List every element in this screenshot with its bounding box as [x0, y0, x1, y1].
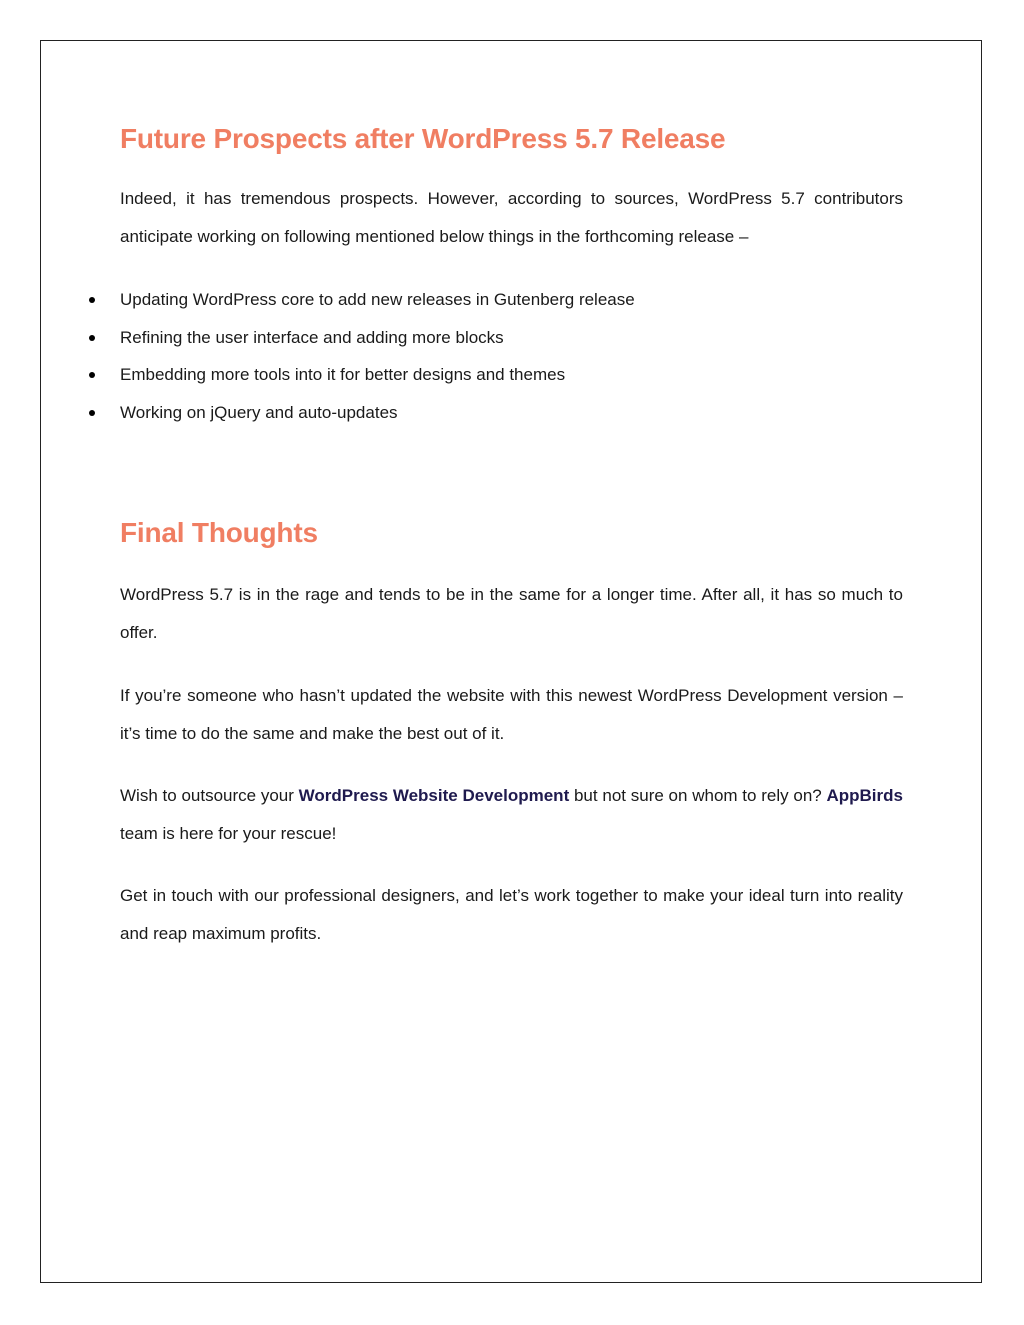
prospects-bullet-list [120, 281, 903, 432]
final-paragraph-1: WordPress 5.7 is in the rage and tends to be in the same for a longer time. After all, it has so much to offer. [120, 585, 903, 642]
list-item-text: Updating WordPress core to add new releases in Gutenberg release [120, 290, 635, 309]
final-paragraph-3 [120, 777, 903, 853]
section-heading-future-prospects: Future Prospects after WordPress 5.7 Release [120, 123, 726, 154]
list-item [120, 319, 903, 357]
section-heading-final-thoughts: Final Thoughts [120, 517, 318, 548]
list-item-text: Embedding more tools into it for better designs and themes [120, 365, 566, 385]
paragraph-text: Wish to outsource your [120, 786, 299, 805]
wordpress-website-development-link[interactable]: WordPress Website Development [298, 786, 570, 805]
bullet-icon [89, 297, 95, 303]
bullet-icon [89, 335, 95, 341]
list-item-text: Working on jQuery and auto-updates [120, 403, 398, 423]
list-item [120, 356, 903, 394]
paragraph-text: team is here for your rescue! [120, 824, 337, 843]
final-paragraph-4: Get in touch with our professional designers, and let’s work together to make your ideal turn into reality and reap maximum profits. [120, 886, 903, 943]
paragraph-text: but not sure on whom to rely on? [569, 786, 827, 805]
list-item [120, 281, 903, 319]
intro-paragraph: Indeed, it has tremendous prospects. However, according to sources, WordPress 5.7 contributors anticipate working on following mentioned below things in the forthcoming release – [120, 189, 903, 246]
list-item-text: Refining the user interface and adding more blocks [120, 327, 504, 347]
appbirds-link[interactable]: AppBirds [826, 786, 903, 805]
list-item [120, 394, 903, 432]
final-paragraph-2: If you’re someone who hasn’t updated the website with this newest WordPress Development version – it’s time to do the same and make the best out of it. [120, 686, 903, 743]
